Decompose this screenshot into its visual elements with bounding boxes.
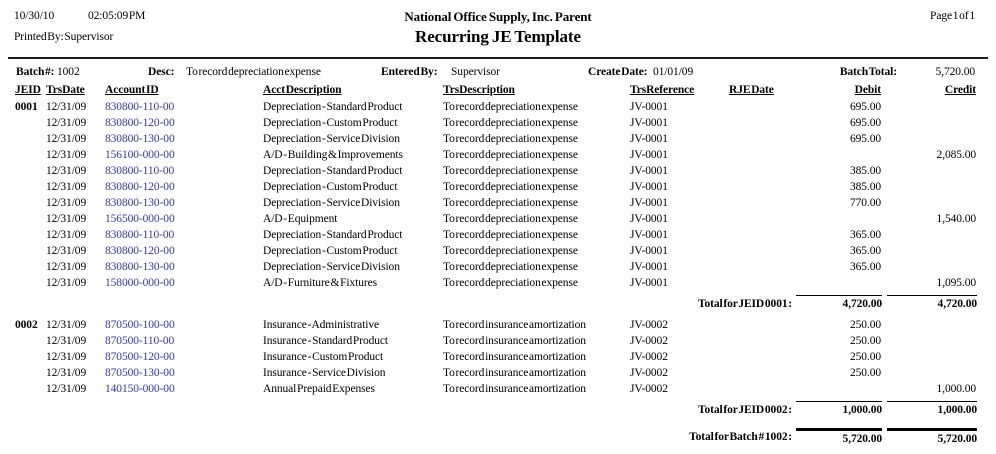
column-header-row <box>0 84 996 96</box>
batch-number-value: 1002 <box>57 66 80 78</box>
trsdate-cell: 12/31/09 <box>46 181 87 193</box>
debit-cell: 365.00 <box>849 245 881 257</box>
trsdate-cell: 12/31/09 <box>46 149 87 161</box>
je-row <box>0 382 996 398</box>
credit-cell <box>881 132 976 148</box>
rje-date-cell <box>729 116 813 132</box>
debit-cell: 695.00 <box>849 117 881 129</box>
jeid-total-row <box>0 294 996 314</box>
je-row <box>0 180 996 196</box>
je-row <box>0 350 996 366</box>
je-row <box>0 244 996 260</box>
account-id-link[interactable]: 830800-130-00 <box>105 197 175 209</box>
debit-cell: 365.00 <box>849 229 881 241</box>
trsdate-cell: 12/31/09 <box>46 197 87 209</box>
col-header-jeid: JEID <box>15 84 41 96</box>
trsdate-cell: 12/31/09 <box>46 277 87 289</box>
rje-date-cell <box>729 318 813 334</box>
trs-reference-cell: JV-0002 <box>630 319 668 331</box>
trs-description-cell: To record depreciation expense <box>443 165 578 177</box>
trs-reference-cell: JV-0001 <box>630 101 668 113</box>
credit-cell <box>881 228 976 244</box>
trsdate-cell: 12/31/09 <box>46 335 87 347</box>
debit-cell: 250.00 <box>849 335 881 347</box>
col-header-rje-date: RJE Date <box>729 84 774 96</box>
jeid-cell <box>15 132 46 148</box>
credit-cell <box>881 180 976 196</box>
trs-description-cell: To record depreciation expense <box>443 117 578 129</box>
batch-total-label: Batch Total: <box>839 66 897 78</box>
desc-label: Desc: <box>148 66 175 78</box>
acct-description-cell: Depreciation - Custom Product <box>263 117 398 129</box>
jeid-cell <box>15 116 46 132</box>
credit-cell <box>881 318 976 334</box>
debit-cell: 250.00 <box>849 367 881 379</box>
je-row <box>0 148 996 164</box>
batch-grand-total-row <box>0 427 996 447</box>
account-id-link[interactable]: 830800-120-00 <box>105 245 175 257</box>
trsdate-cell: 12/31/09 <box>46 245 87 257</box>
credit-cell <box>881 196 976 212</box>
account-id-link[interactable]: 870500-130-00 <box>105 367 175 379</box>
credit-cell <box>881 366 976 382</box>
trs-description-cell: To record insurance amortization <box>443 367 586 379</box>
acct-description-cell: Insurance - Administrative <box>263 319 380 331</box>
acct-description-cell: Depreciation - Service Division <box>263 197 400 209</box>
entered-by-label: Entered By: <box>381 66 438 78</box>
jeid-total-debit: 4,720.00 <box>796 295 882 310</box>
rje-date-cell <box>729 148 813 164</box>
je-row <box>0 318 996 334</box>
col-header-credit: Credit <box>944 84 976 96</box>
print-date: 10/30/10 <box>14 10 55 22</box>
credit-cell <box>881 100 976 116</box>
account-id-link[interactable]: 830800-110-00 <box>105 229 175 241</box>
je-row <box>0 366 996 382</box>
batch-total-value: 5,720.00 <box>935 66 975 78</box>
trs-reference-cell: JV-0001 <box>630 229 668 241</box>
rje-date-cell <box>729 196 813 212</box>
trsdate-cell: 12/31/09 <box>46 351 87 363</box>
acct-description-cell: A/D - Equipment <box>263 213 338 225</box>
trsdate-cell: 12/31/09 <box>46 213 87 225</box>
credit-cell <box>881 334 976 350</box>
account-id-link[interactable]: 830800-120-00 <box>105 117 175 129</box>
trs-description-cell: To record depreciation expense <box>443 197 578 209</box>
col-header-trs-reference: TrsReference <box>630 84 695 96</box>
jeid-total-row <box>0 400 996 420</box>
account-id-link[interactable]: 870500-120-00 <box>105 351 175 363</box>
trs-description-cell: To record depreciation expense <box>443 181 578 193</box>
credit-cell <box>881 244 976 260</box>
credit-cell <box>881 116 976 132</box>
trsdate-cell: 12/31/09 <box>46 117 87 129</box>
jeid-cell <box>15 180 46 196</box>
rje-date-cell <box>729 100 813 116</box>
jeid-cell: 0002 <box>15 319 38 331</box>
acct-description-cell: Annual Prepaid Expenses <box>263 383 375 395</box>
debit-cell: 695.00 <box>849 101 881 113</box>
je-row <box>0 212 996 228</box>
report-title: Recurring JE Template <box>415 27 581 46</box>
create-date-label: Create Date: <box>588 66 648 78</box>
batch-grand-total-debit: 5,720.00 <box>796 428 882 445</box>
jeid-cell: 0001 <box>15 101 38 113</box>
trsdate-cell: 12/31/09 <box>46 101 87 113</box>
trs-description-cell: To record depreciation expense <box>443 213 578 225</box>
account-id-link[interactable]: 830800-130-00 <box>105 133 175 145</box>
batch-grand-total-label: Total for Batch # 1002 : <box>689 431 792 443</box>
credit-cell <box>881 350 976 366</box>
jeid-cell <box>15 164 46 180</box>
je-row <box>0 132 996 148</box>
trs-description-cell: To record insurance amortization <box>443 319 586 331</box>
account-id-link[interactable]: 830800-110-00 <box>105 165 175 177</box>
debit-cell: 250.00 <box>849 319 881 331</box>
col-header-debit: Debit <box>854 84 881 96</box>
debit-cell <box>813 148 881 164</box>
trsdate-cell: 12/31/09 <box>46 229 87 241</box>
trs-reference-cell: JV-0001 <box>630 149 668 161</box>
batch-info-row <box>0 66 996 82</box>
jeid-cell <box>15 228 46 244</box>
acct-description-cell: Depreciation - Standard Product <box>263 101 403 113</box>
trs-description-cell: To record depreciation expense <box>443 149 578 161</box>
je-row <box>0 228 996 244</box>
acct-description-cell: Depreciation - Service Division <box>263 261 400 273</box>
header-divider <box>8 57 988 59</box>
rje-date-cell <box>729 350 813 366</box>
account-id-link[interactable]: 870500-110-00 <box>105 335 175 347</box>
debit-cell: 250.00 <box>849 351 881 363</box>
col-header-trsdate: TrsDate <box>46 84 85 96</box>
trs-reference-cell: JV-0001 <box>630 117 668 129</box>
trs-reference-cell: JV-0001 <box>630 197 668 209</box>
acct-description-cell: Depreciation - Custom Product <box>263 245 398 257</box>
account-id-link[interactable]: 156500-000-00 <box>105 213 175 225</box>
acct-description-cell: Insurance - Standard Product <box>263 335 389 347</box>
jeid-cell <box>15 260 46 276</box>
rje-date-cell <box>729 228 813 244</box>
rje-date-cell <box>729 334 813 350</box>
account-id-link[interactable]: 156100-000-00 <box>105 149 175 161</box>
rje-date-cell <box>729 132 813 148</box>
trs-reference-cell: JV-0002 <box>630 351 668 363</box>
trs-description-cell: To record depreciation expense <box>443 229 578 241</box>
account-id-link[interactable]: 830800-120-00 <box>105 181 175 193</box>
account-id-link[interactable]: 830800-130-00 <box>105 261 175 273</box>
acct-description-cell: Depreciation - Service Division <box>263 133 400 145</box>
trs-reference-cell: JV-0002 <box>630 383 668 395</box>
create-date-value: 01/01/09 <box>653 66 694 78</box>
trs-reference-cell: JV-0001 <box>630 213 668 225</box>
je-row <box>0 196 996 212</box>
trs-reference-cell: JV-0001 <box>630 165 668 177</box>
trsdate-cell: 12/31/09 <box>46 319 87 331</box>
trs-reference-cell: JV-0002 <box>630 367 668 379</box>
trs-description-cell: To record insurance amortization <box>443 351 586 363</box>
page-number: Page 1 of 1 <box>930 10 975 22</box>
je-row <box>0 276 996 292</box>
rje-date-cell <box>729 260 813 276</box>
credit-cell: 2,085.00 <box>936 149 976 161</box>
trs-description-cell: To record depreciation expense <box>443 101 578 113</box>
trs-description-cell: To record depreciation expense <box>443 277 578 289</box>
je-row <box>0 260 996 276</box>
credit-cell: 1,540.00 <box>936 213 976 225</box>
account-id-link[interactable]: 830800-110-00 <box>105 101 175 113</box>
debit-cell: 770.00 <box>849 197 881 209</box>
trs-description-cell: To record insurance amortization <box>443 335 586 347</box>
debit-cell <box>813 276 881 292</box>
credit-cell: 1,095.00 <box>936 277 976 289</box>
company-name: National Office Supply, Inc. Parent <box>404 9 592 24</box>
col-header-trs-description: TrsDescription <box>443 84 515 96</box>
acct-description-cell: Depreciation - Custom Product <box>263 181 398 193</box>
trs-reference-cell: JV-0001 <box>630 261 668 273</box>
batch-number-label: Batch #: <box>16 66 55 78</box>
jeid-cell <box>15 382 46 398</box>
acct-description-cell: A/D - Furniture & Fixtures <box>263 277 377 289</box>
trsdate-cell: 12/31/09 <box>46 367 87 379</box>
trs-reference-cell: JV-0001 <box>630 181 668 193</box>
jeid-cell <box>15 350 46 366</box>
jeid-total-debit: 1,000.00 <box>796 401 882 416</box>
trs-reference-cell: JV-0002 <box>630 335 668 347</box>
table-body <box>0 100 996 447</box>
acct-description-cell: Insurance - Custom Product <box>263 351 384 363</box>
col-header-account-id: Account ID <box>105 84 159 96</box>
account-id-link[interactable]: 140150-000-00 <box>105 383 175 395</box>
debit-cell <box>813 212 881 228</box>
acct-description-cell: A/D - Building & Improvements <box>263 149 403 161</box>
trs-description-cell: To record depreciation expense <box>443 261 578 273</box>
debit-cell: 695.00 <box>849 133 881 145</box>
rje-date-cell <box>729 212 813 228</box>
jeid-cell <box>15 212 46 228</box>
jeid-total-credit: 1,000.00 <box>887 401 977 416</box>
print-time: 02:05:09 PM <box>88 10 146 22</box>
account-id-link[interactable]: 158000-000-00 <box>105 277 175 289</box>
printed-by: Printed By: Supervisor <box>14 31 114 43</box>
credit-cell <box>881 260 976 276</box>
je-row <box>0 334 996 350</box>
credit-cell: 1,000.00 <box>936 383 976 395</box>
jeid-cell <box>15 366 46 382</box>
credit-cell <box>881 164 976 180</box>
rje-date-cell <box>729 382 813 398</box>
jeid-cell <box>15 276 46 292</box>
acct-description-cell: Insurance - Service Division <box>263 367 386 379</box>
rje-date-cell <box>729 164 813 180</box>
acct-description-cell: Depreciation - Standard Product <box>263 229 403 241</box>
jeid-total-label: Total for JEID 0001 : <box>697 298 792 310</box>
rje-date-cell <box>729 276 813 292</box>
desc-value: To record depreciation expense <box>186 66 321 78</box>
jeid-cell <box>15 244 46 260</box>
debit-cell: 385.00 <box>849 165 881 177</box>
rje-date-cell <box>729 180 813 196</box>
trsdate-cell: 12/31/09 <box>46 383 87 395</box>
rje-date-cell <box>729 366 813 382</box>
debit-cell: 365.00 <box>849 261 881 273</box>
trs-reference-cell: JV-0001 <box>630 245 668 257</box>
acct-description-cell: Depreciation - Standard Product <box>263 165 403 177</box>
col-header-acct-description: Acct Description <box>263 84 342 96</box>
debit-cell: 385.00 <box>849 181 881 193</box>
jeid-total-credit: 4,720.00 <box>887 295 977 310</box>
entered-by-value: Supervisor <box>451 66 500 78</box>
account-id-link[interactable]: 870500-100-00 <box>105 319 175 331</box>
section-gap <box>0 420 996 424</box>
je-row <box>0 164 996 180</box>
trs-description-cell: To record depreciation expense <box>443 245 578 257</box>
batch-grand-total-credit: 5,720.00 <box>887 428 977 445</box>
je-row <box>0 116 996 132</box>
trsdate-cell: 12/31/09 <box>46 133 87 145</box>
jeid-cell <box>15 148 46 164</box>
jeid-total-label: Total for JEID 0002 : <box>697 404 792 416</box>
trs-description-cell: To record depreciation expense <box>443 133 578 145</box>
rje-date-cell <box>729 244 813 260</box>
debit-cell <box>813 382 881 398</box>
trsdate-cell: 12/31/09 <box>46 261 87 273</box>
trs-reference-cell: JV-0001 <box>630 133 668 145</box>
trs-reference-cell: JV-0001 <box>630 277 668 289</box>
je-row <box>0 100 996 116</box>
trs-description-cell: To record insurance amortization <box>443 383 586 395</box>
jeid-cell <box>15 196 46 212</box>
trsdate-cell: 12/31/09 <box>46 165 87 177</box>
jeid-cell <box>15 334 46 350</box>
